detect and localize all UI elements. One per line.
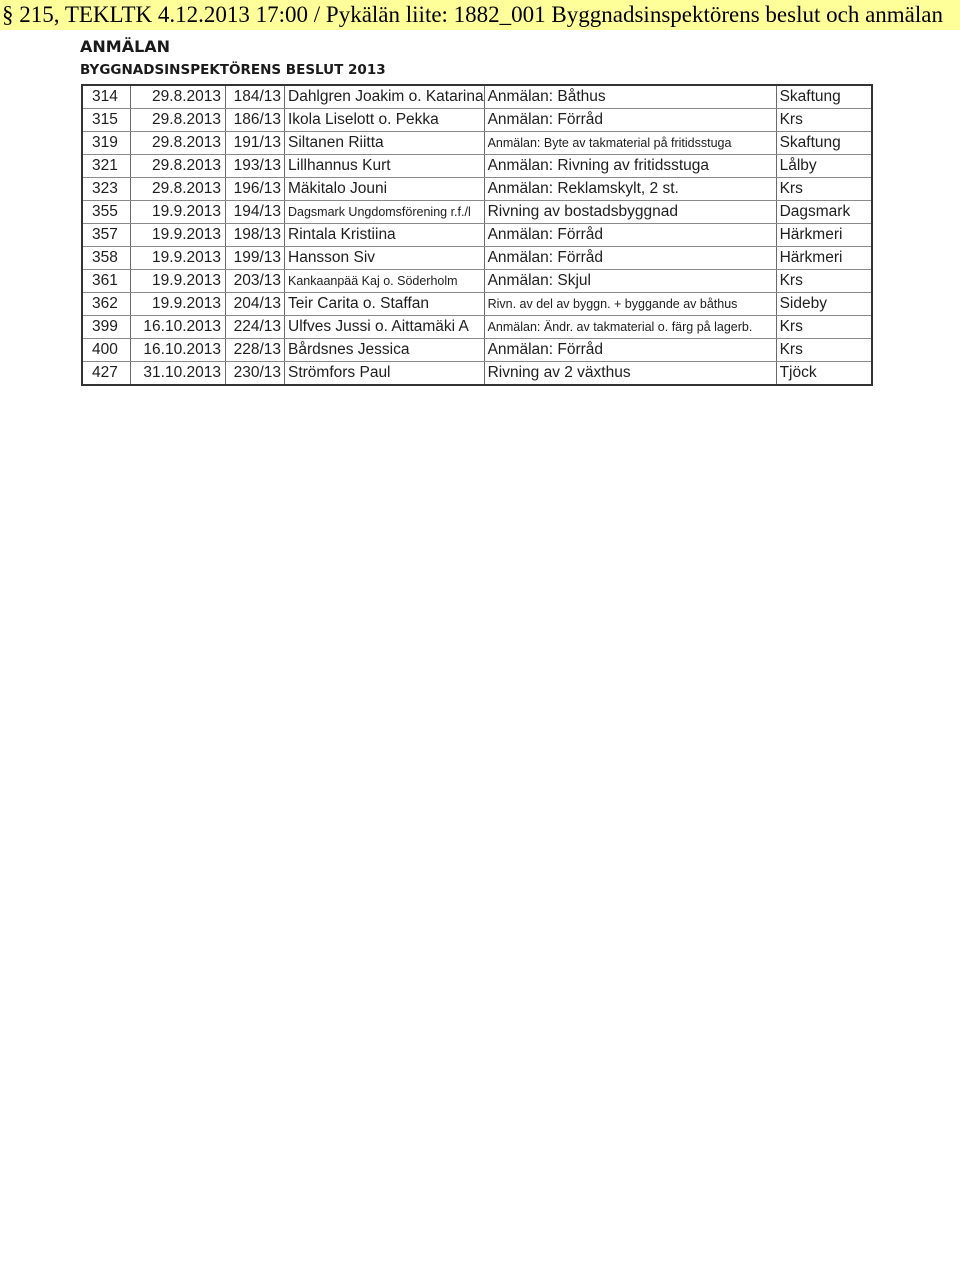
document-header-text: § 215, TEKLTK 4.12.2013 17:00 / Pykälän liite: 1882_001 Byggnadsinspektörens beslut och anmälan — [2, 2, 943, 27]
cell-case-number: 224/13 — [226, 316, 285, 339]
cell-action: Anmälan: Förråd — [484, 109, 776, 132]
cell-date: 16.10.2013 — [131, 316, 226, 339]
cell-date: 29.8.2013 — [131, 155, 226, 178]
cell-case-number: 228/13 — [226, 339, 285, 362]
cell-case-number: 193/13 — [226, 155, 285, 178]
table-row — [82, 85, 872, 109]
cell-village: Krs — [776, 270, 872, 293]
cell-applicant: Kankaanpää Kaj o. Söderholm — [285, 270, 485, 293]
cell-number: 358 — [82, 247, 131, 270]
cell-action: Anmälan: Skjul — [484, 270, 776, 293]
table-row — [82, 201, 872, 224]
table-row — [82, 270, 872, 293]
cell-village: Härkmeri — [776, 247, 872, 270]
cell-village: Skaftung — [776, 132, 872, 155]
cell-case-number: 186/13 — [226, 109, 285, 132]
cell-applicant: Teir Carita o. Staffan — [285, 293, 485, 316]
cell-date: 19.9.2013 — [131, 293, 226, 316]
table-row — [82, 132, 872, 155]
cell-number: 323 — [82, 178, 131, 201]
cell-number: 400 — [82, 339, 131, 362]
cell-applicant: Ulfves Jussi o. Aittamäki A — [285, 316, 485, 339]
cell-date: 19.9.2013 — [131, 224, 226, 247]
cell-date: 19.9.2013 — [131, 270, 226, 293]
cell-case-number: 191/13 — [226, 132, 285, 155]
cell-action: Anmälan: Ändr. av takmaterial o. färg på lagerb. — [484, 316, 776, 339]
table-row — [82, 362, 872, 386]
cell-action: Rivning av bostadsbyggnad — [484, 201, 776, 224]
cell-applicant: Bårdsnes Jessica — [285, 339, 485, 362]
cell-applicant: Strömfors Paul — [285, 362, 485, 386]
cell-date: 19.9.2013 — [131, 247, 226, 270]
cell-number: 361 — [82, 270, 131, 293]
document-header-bar — [0, 0, 960, 30]
cell-number: 314 — [82, 85, 131, 109]
cell-village: Krs — [776, 316, 872, 339]
cell-case-number: 199/13 — [226, 247, 285, 270]
table-row — [82, 109, 872, 132]
table-row — [82, 155, 872, 178]
cell-date: 29.8.2013 — [131, 178, 226, 201]
cell-village: Krs — [776, 178, 872, 201]
cell-date: 29.8.2013 — [131, 85, 226, 109]
cell-action: Rivning av 2 växthus — [484, 362, 776, 386]
cell-village: Lålby — [776, 155, 872, 178]
cell-village: Dagsmark — [776, 201, 872, 224]
cell-applicant: Siltanen Riitta — [285, 132, 485, 155]
decisions-table — [81, 84, 873, 386]
cell-village: Skaftung — [776, 85, 872, 109]
cell-action: Anmälan: Förråd — [484, 224, 776, 247]
table-row — [82, 293, 872, 316]
cell-village: Krs — [776, 109, 872, 132]
decisions-table-body — [82, 85, 872, 385]
cell-case-number: 194/13 — [226, 201, 285, 224]
table-row — [82, 247, 872, 270]
cell-case-number: 184/13 — [226, 85, 285, 109]
table-row — [82, 178, 872, 201]
cell-case-number: 198/13 — [226, 224, 285, 247]
cell-number: 427 — [82, 362, 131, 386]
cell-case-number: 204/13 — [226, 293, 285, 316]
document-subtitle: BYGGNADSINSPEKTÖRENS BESLUT 2013 — [80, 62, 386, 78]
cell-date: 19.9.2013 — [131, 201, 226, 224]
cell-number: 321 — [82, 155, 131, 178]
cell-number: 315 — [82, 109, 131, 132]
cell-number: 355 — [82, 201, 131, 224]
cell-action: Anmälan: Förråd — [484, 339, 776, 362]
cell-village: Krs — [776, 339, 872, 362]
cell-applicant: Ikola Liselott o. Pekka — [285, 109, 485, 132]
cell-number: 362 — [82, 293, 131, 316]
cell-number: 399 — [82, 316, 131, 339]
cell-applicant: Hansson Siv — [285, 247, 485, 270]
cell-village: Sideby — [776, 293, 872, 316]
cell-applicant: Dagsmark Ungdomsförening r.f./l — [285, 201, 485, 224]
table-row — [82, 316, 872, 339]
cell-case-number: 230/13 — [226, 362, 285, 386]
cell-case-number: 196/13 — [226, 178, 285, 201]
table-row — [82, 224, 872, 247]
document-title: ANMÄLAN — [80, 37, 171, 56]
cell-action: Anmälan: Reklamskylt, 2 st. — [484, 178, 776, 201]
cell-village: Härkmeri — [776, 224, 872, 247]
cell-date: 16.10.2013 — [131, 339, 226, 362]
cell-number: 319 — [82, 132, 131, 155]
cell-village: Tjöck — [779, 364, 817, 381]
cell-date: 31.10.2013 — [131, 362, 226, 386]
cell-date: 29.8.2013 — [131, 132, 226, 155]
cell-applicant: Dahlgren Joakim o. Katarina — [285, 85, 485, 109]
cell-action: Anmälan: Förråd — [484, 247, 776, 270]
cell-action: Anmälan: Byte av takmaterial på fritidsstuga — [484, 132, 776, 155]
cell-applicant: Lillhannus Kurt — [285, 155, 485, 178]
cell-date: 29.8.2013 — [131, 109, 226, 132]
cell-action: Rivn. av del av byggn. + byggande av båthus — [484, 293, 776, 316]
table-row — [82, 339, 872, 362]
cell-applicant: Mäkitalo Jouni — [285, 178, 485, 201]
cell-applicant: Rintala Kristiina — [285, 224, 485, 247]
cell-case-number: 203/13 — [226, 270, 285, 293]
cell-action: Anmälan: Rivning av fritidsstuga — [484, 155, 776, 178]
cell-number: 357 — [82, 224, 131, 247]
cell-action: Anmälan: Båthus — [484, 85, 776, 109]
